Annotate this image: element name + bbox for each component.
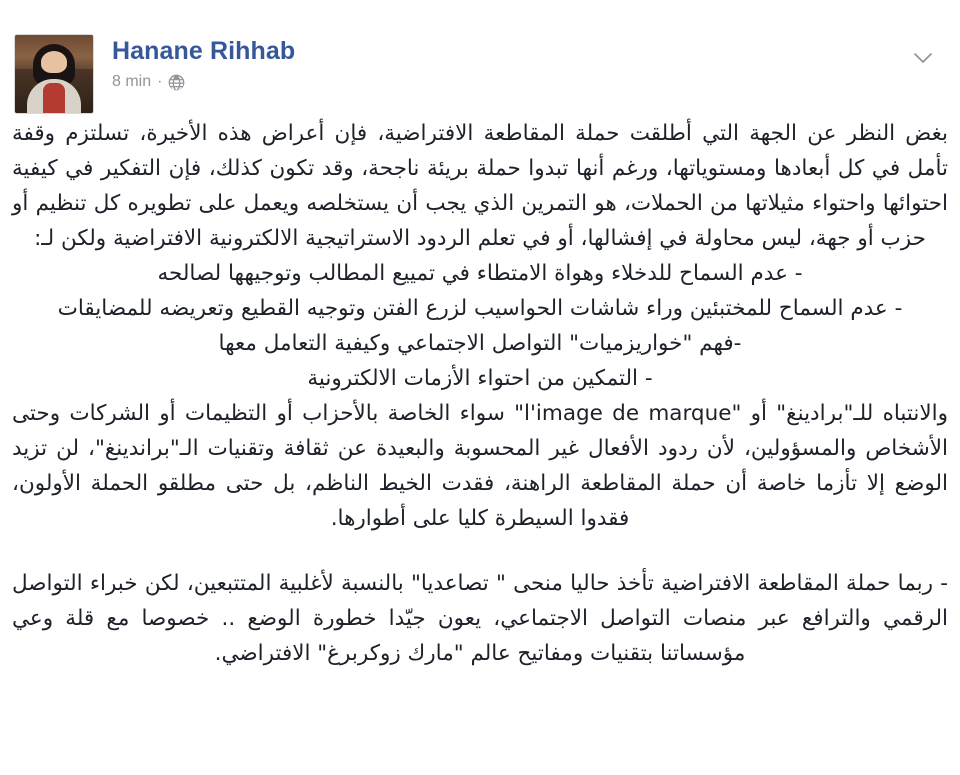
- author-name[interactable]: Hanane Rihhab: [112, 37, 296, 65]
- avatar-scarf: [43, 83, 65, 113]
- globe-icon[interactable]: [168, 74, 185, 91]
- post-paragraph: - عدم السماح للدخلاء وهواة الامتطاء في تمييع المطالب وتوجيهها لصالحه: [157, 261, 803, 286]
- post-paragraph: -فهم "خواريزميات" التواصل الاجتماعي وكيفية التعامل معها: [218, 331, 742, 356]
- mixed-before: والانتباه للـ"برادينغ" أو ": [731, 401, 948, 426]
- avatar-face-shape: [41, 51, 67, 73]
- post-paragraph-last: - ربما حملة المقاطعة الافتراضية تأخذ حاليا منحى " تصاعديا" بالنسبة لأغلبية المتتبعين، لكن خبراء التواصل الرقمي والترافع عبر منصات التواصل الاجتماعي، يعون جيّدا خطورة الوضع .. خصوصا مع قلة وعي مؤسساتنا بتقنيات ومفاتيح عالم "مارك زوكربرغ" الافتراضي.: [12, 571, 948, 666]
- post-paragraph: - عدم السماح للمختبئين وراء شاشات الحواسيب لزرع الفتن وتوجيه القطيع وتعريضه للمضايقات: [57, 296, 903, 321]
- post-header: [0, 0, 960, 108]
- meta-separator: ·: [157, 73, 163, 90]
- avatar[interactable]: [14, 34, 94, 114]
- mixed-after: " سواء الخاصة بالأحزاب أو التظيمات أو الشركات وحتى الأشخاص والمسؤولين، لأن ردود الأفعال غير المحسوبة والبعيدة عن ثقافة وتقنيات الـ"براندينغ"، لن تزيد الوضع إلا تأزما خاصة أن حملة المقاطعة الراهنة، فقدت الخيط الناظم، بل حتى مطلقو الحملة الأولون، فقدوا السيطرة كليا على أطوارها.: [12, 401, 948, 531]
- post-paragraph-mixed: [12, 396, 948, 536]
- mixed-latin-phrase: l'image de marque: [524, 401, 732, 426]
- post-paragraph: بغض النظر عن الجهة التي أطلقت حملة المقاطعة الافتراضية، فإن أعراض هذه الأخيرة، تسلتزم وقفة تأمل في كل أبعادها ومستوياتها، ورغم أنها تبدوا حملة بريئة ناجحة، وقد تكون كذلك، فإن التفكير في كيفية احتوائها واحتواء مثيلاتها من الحملات، هو التمرين الذي يجب أن يستخلصه ويعمل على تطويره كل تنظيم أو حزب أو جهة، ليس محاولة في إفشالها، أو في تعلم الردود الاستراتيجية الالكترونية الافتراضية ولكن لـ:: [12, 121, 948, 251]
- post-timestamp[interactable]: 8 min: [112, 73, 152, 90]
- post-header-text: [94, 34, 295, 91]
- post-body: [0, 108, 960, 671]
- post-paragraph: - التمكين من احتواء الأزمات الالكترونية: [307, 366, 653, 391]
- post-meta: [112, 73, 295, 91]
- chevron-down-icon[interactable]: [908, 48, 938, 68]
